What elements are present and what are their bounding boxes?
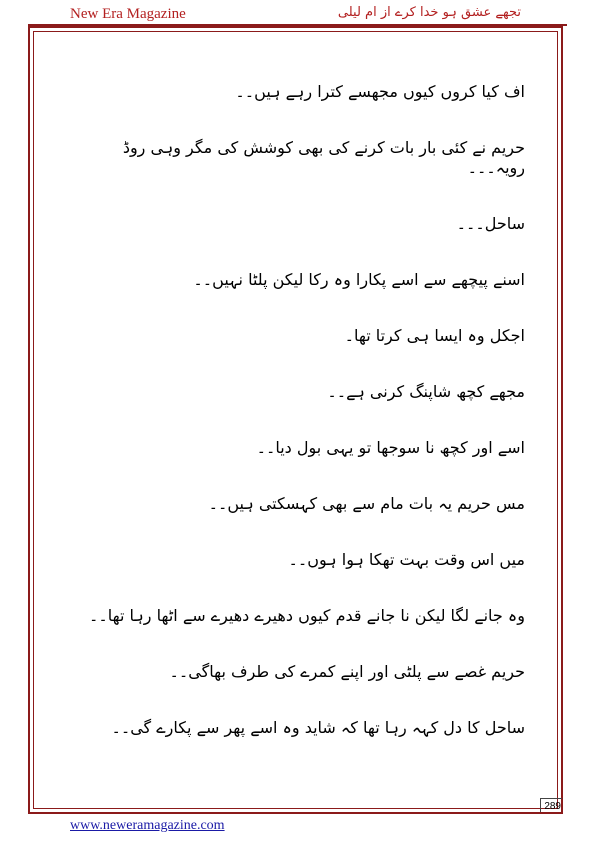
- website-link[interactable]: www.neweramagazine.com: [70, 818, 225, 833]
- text-line: اف کیا کروں کیوں مجھسے کترا رہے ہیں۔۔: [235, 82, 525, 101]
- text-line: ساحل کا دل کہہ رہا تھا کہ شاید وہ اسے پھر سے پکارے گی۔۔: [111, 718, 525, 737]
- text-line: وہ جانے لگا لیکن نا جانے قدم کیوں دھیرے دھیرے سے اٹھا رہا تھا۔۔: [89, 606, 525, 625]
- magazine-name: New Era Magazine: [70, 6, 186, 22]
- text-line: ساحل۔۔۔: [456, 214, 525, 233]
- text-line: مجھے کچھ شاپنگ کرنی ہے۔۔: [327, 382, 525, 401]
- novel-title: تجھے عشق ہو خدا کرے از ام لیلی: [337, 5, 521, 20]
- text-line: مس حریم یہ بات مام سے بھی کہسکتی ہیں۔۔: [208, 494, 525, 513]
- story-text: [85, 82, 525, 774]
- text-line: اسے اور کچھ نا سوجھا تو یہی بول دیا۔۔: [256, 438, 525, 457]
- text-line: حریم نے کئی بار بات کرنے کی بھی کوشش کی مگر وہی روڈ رویہ۔۔۔: [122, 138, 525, 177]
- text-line: حریم غصے سے پلٹی اور اپنے کمرے کی طرف بھاگی۔۔: [169, 662, 525, 681]
- text-line: میں اس وقت بہت تھکا ہوا ہوں۔۔: [288, 550, 525, 569]
- text-line: اسنے پیچھے سے اسے پکارا وہ رکا لیکن پلٹا نہیں۔۔: [193, 270, 525, 289]
- text-line: اجکل وہ ایسا ہی کرتا تھا۔: [344, 326, 525, 345]
- page-number: 289: [540, 798, 562, 812]
